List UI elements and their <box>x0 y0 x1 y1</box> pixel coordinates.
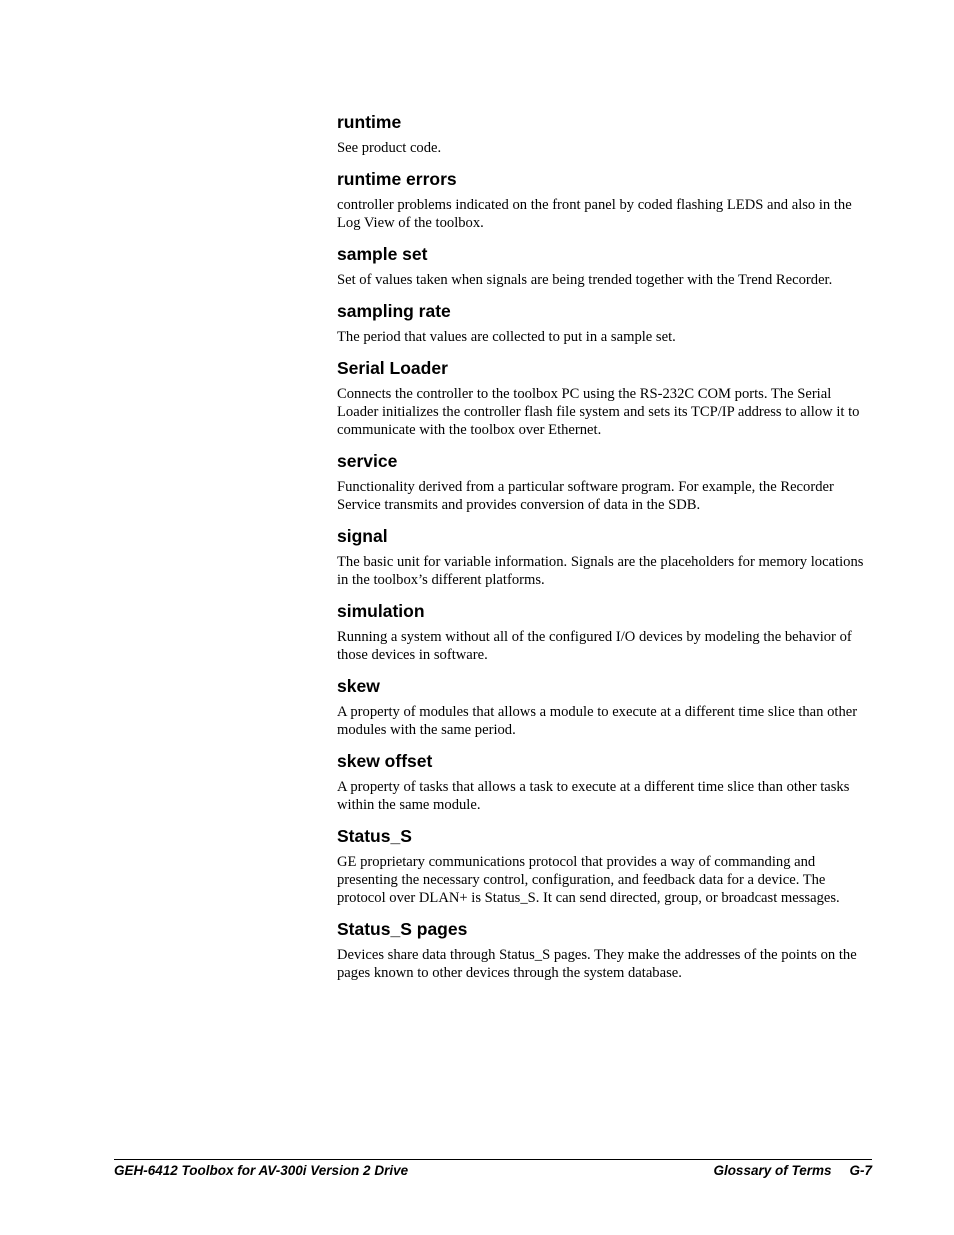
glossary-definition: The period that values are collected to put in a sample set. <box>337 329 676 345</box>
glossary-term: Serial Loader <box>337 358 448 378</box>
footer-section-title: Glossary of Terms <box>713 1163 832 1178</box>
glossary-term: Status_S pages <box>337 919 468 939</box>
glossary-term: skew <box>337 676 380 696</box>
glossary-term: Status_S <box>337 826 412 846</box>
glossary-term: signal <box>337 526 388 546</box>
glossary-definition: Devices share data through Status_S pages. They make the addresses of the points on the pages known to other devices through the system database. <box>337 947 857 981</box>
glossary-definition: GE proprietary communications protocol that provides a way of commanding and presenting the necessary control, configuration, and feedback data for a device. The protocol over DLAN+ is Status_S. It can send directed, group, or broadcast messages. <box>337 854 840 906</box>
footer-document-title: GEH-6412 Toolbox for AV-300i Version 2 Drive <box>114 1163 409 1178</box>
footer-page-number: G-7 <box>849 1163 872 1178</box>
footer-right <box>713 1163 872 1179</box>
glossary-definition: Functionality derived from a particular software program. For example, the Recorder Service transmits and provides conversion of data in the SDB. <box>337 479 834 513</box>
glossary-term: sampling rate <box>337 301 451 321</box>
glossary-term: simulation <box>337 601 425 621</box>
page-footer <box>114 1159 872 1179</box>
glossary-term: runtime errors <box>337 169 457 189</box>
glossary-definition: Running a system without all of the configured I/O devices by modeling the behavior of those devices in software. <box>337 629 852 663</box>
glossary-definition: controller problems indicated on the front panel by coded flashing LEDS and also in the Log View of the toolbox. <box>337 197 852 231</box>
glossary-content <box>337 110 873 992</box>
glossary-term: skew offset <box>337 751 433 771</box>
glossary-definition: A property of tasks that allows a task to execute at a different time slice than other tasks within the same module. <box>337 779 850 813</box>
glossary-definition: A property of modules that allows a module to execute at a different time slice than other modules with the same period. <box>337 704 858 738</box>
glossary-term: runtime <box>337 112 402 132</box>
glossary-definition: The basic unit for variable information. Signals are the placeholders for memory locations in the toolbox’s different platforms. <box>337 554 864 588</box>
glossary-term: service <box>337 451 398 471</box>
glossary-definition: Connects the controller to the toolbox PC using the RS-232C COM ports. The Serial Loader initializes the controller flash file system and sets its TCP/IP address to allow it to communicate with the toolbox over Ethernet. <box>337 386 860 438</box>
glossary-definition: See product code. <box>337 140 442 156</box>
glossary-term: sample set <box>337 244 428 264</box>
glossary-definition: Set of values taken when signals are being trended together with the Trend Recorder. <box>337 272 833 288</box>
